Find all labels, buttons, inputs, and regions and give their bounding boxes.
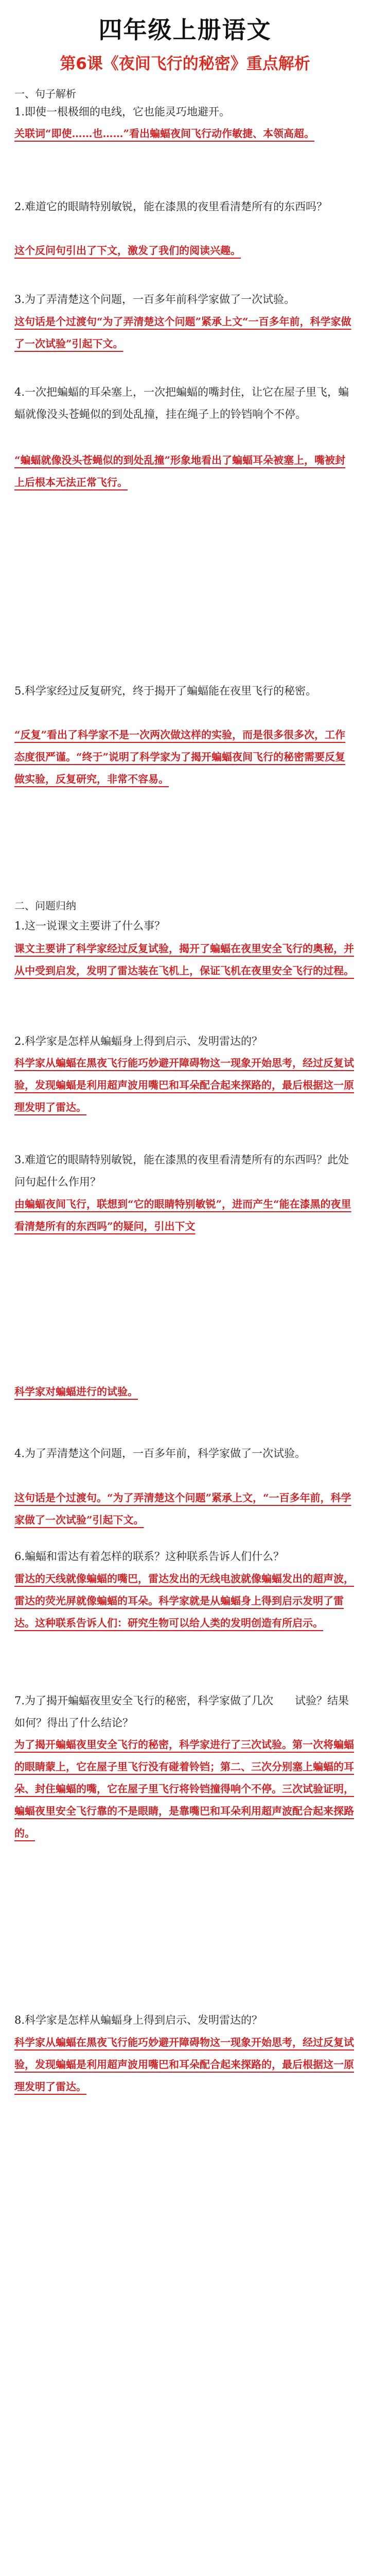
answer-5-text: “反复”看出了科学家不是一次两次做这样的实验，而是很多很多次，工作态度很严谨。“终于”说明了科学家为了揭开蝙蝠夜间飞行的秘密需要反复做实验，反复研究，非常不容易。 [14,728,346,785]
question-11: 7.为了揭开蝙蝠夜里安全飞行的秘密，科学家做了几次 试验？结果如何？得出了什么结论？ [14,1694,349,1729]
question-7: 2.科学家是怎样从蝙蝠身上得到启示、发明雷达的？ [14,1035,263,1047]
question-10: 6.蝙蝠和雷达有着怎样的联系？这种联系告诉人们什么？ [14,1550,285,1563]
question-5: 5.科学家经过反复研究，终于揭开了蝙蝠能在夜里飞行的秘密。 [14,685,317,697]
answer-6-text: 课文主要讲了科学家经过反复试验，揭开了蝙蝠在夜里安全飞行的奥秘，并从中受到启发，发明了雷达装在飞机上，保证飞机在夜里安全飞行的过程。 [14,942,354,977]
answer-11-text: 为了揭开蝙蝠夜里安全飞行的秘密，科学家进行了三次试验。第一次将蝙蝠的眼睛蒙上，它在屋子里飞行没有碰着铃铛；第二、三次分别塞上蝙蝠的耳朵、封住蝙蝠的嘴，它在屋子里飞行将铃铛撞得响个不停。三次试验证明，蝙蝠夜里安全飞行靠的不是眼睛，是靠嘴巴和耳朵利用超声波配合起来探路的。 [14,1738,354,1839]
question-8: 3.难道它的眼睛特别敏锐，能在漆黑的夜里看清楚所有的东西吗？此处问句起什么作用？ [14,1154,349,1188]
answer-1-text: 关联词“即使……也……”看出蝙蝠夜间飞行动作敏捷、本领高超。 [14,127,315,140]
answer-4-text: “蝙蝠就像没头苍蝇似的到处乱撞”形象地看出了蝙蝠耳朵被塞上，嘴被封上后根本无法正常飞行。 [14,454,346,488]
answer-7-text: 科学家从蝙蝠在黑夜飞行能巧妙避开障碍物这一现象开始思考，经过反复试验，发现蝙蝠是利用超声波用嘴巴和耳朵配合起来探路的，最后根据这一原理发明了雷达。 [14,1057,354,1113]
answer-1 [14,123,355,145]
answer-8-text: 由蝙蝠夜间飞行，联想到“它的眼睛特别敏锐”，进而产生“能在漆黑的夜里看清楚所有的东西吗”的疑问，引出下文 [14,1198,351,1232]
lesson-subtitle: 第6课《夜间飞行的秘密》重点解析 [60,55,310,73]
answer-10-text: 雷达的天线就像蝙蝠的嘴巴，雷达发出的无线电波就像蝙蝠发出的超声波，雷达的荧光屏就像蝙蝠的耳朵。科学家就是从蝙蝠身上得到启示发明了雷达。这种联系告诉人们：研究生物可以给人类的发明创造有所启示。 [14,1572,354,1629]
answer-2 [14,240,355,262]
answer-7 [14,1052,355,1118]
answer-9 [14,1487,355,1531]
section-heading-questions: 二、问题归纳 [14,900,76,912]
question-12: 8.科学家是怎样从蝙蝠身上得到启示、发明雷达的？ [14,2014,263,2026]
answer-6 [14,938,355,982]
answer-8-continued-text: 科学家对蝙蝠进行的试验。 [14,1385,138,1398]
answer-11 [14,1734,355,1844]
answer-4 [14,449,355,494]
answer-3 [14,311,355,355]
answer-3-text: 这句话是个过渡句“为了弄清楚这个问题”紧承上文“一百多年前，科学家做了一次试验”引起下文。 [14,315,351,350]
answer-8 [14,1193,355,1238]
page-title: 四年级上册语文 [98,16,272,44]
answer-12-text: 科学家从蝙蝠在黑夜飞行能巧妙避开障碍物这一现象开始思考，经过反复试验，发现蝙蝠是利用超声波用嘴巴和耳朵配合起来探路的，最后根据这一原理发明了雷达。 [14,2036,354,2093]
answer-10 [14,1568,355,1634]
question-2: 2.难道它的眼睛特别敏锐，能在漆黑的夜里看清楚所有的东西吗？ [14,200,328,213]
answer-2-text: 这个反问句引出了下文，激发了我们的阅读兴趣。 [14,244,241,257]
question-3: 3.为了弄清楚这个问题，一百多年前科学家做了一次试验。 [14,293,295,306]
question-9: 4.为了弄清楚这个问题，一百多年前，科学家做了一次试验。 [14,1447,306,1460]
question-1: 1.即使一根极细的电线，它也能灵巧地避开。 [14,106,231,118]
question-4: 4.一次把蝙蝠的耳朵塞上，一次把蝙蝠的嘴封住，让它在屋子里飞，蝙蝠就像没头苍蝇似的到处乱撞，挂在绳子上的铃铛响个不停。 [14,386,349,420]
question-6: 1.这一说课文主要讲了什么事？ [14,920,166,932]
answer-9-text: 这句话是个过渡句。“为了弄清楚这个问题”紧承上文，“一百多年前，科学家做了一次试验”引起下文。 [14,1492,351,1526]
section-heading-sentence-analysis: 一、句子解析 [14,88,76,100]
answer-12 [14,2031,355,2098]
answer-8-continued [14,1381,355,1403]
answer-5 [14,724,355,790]
